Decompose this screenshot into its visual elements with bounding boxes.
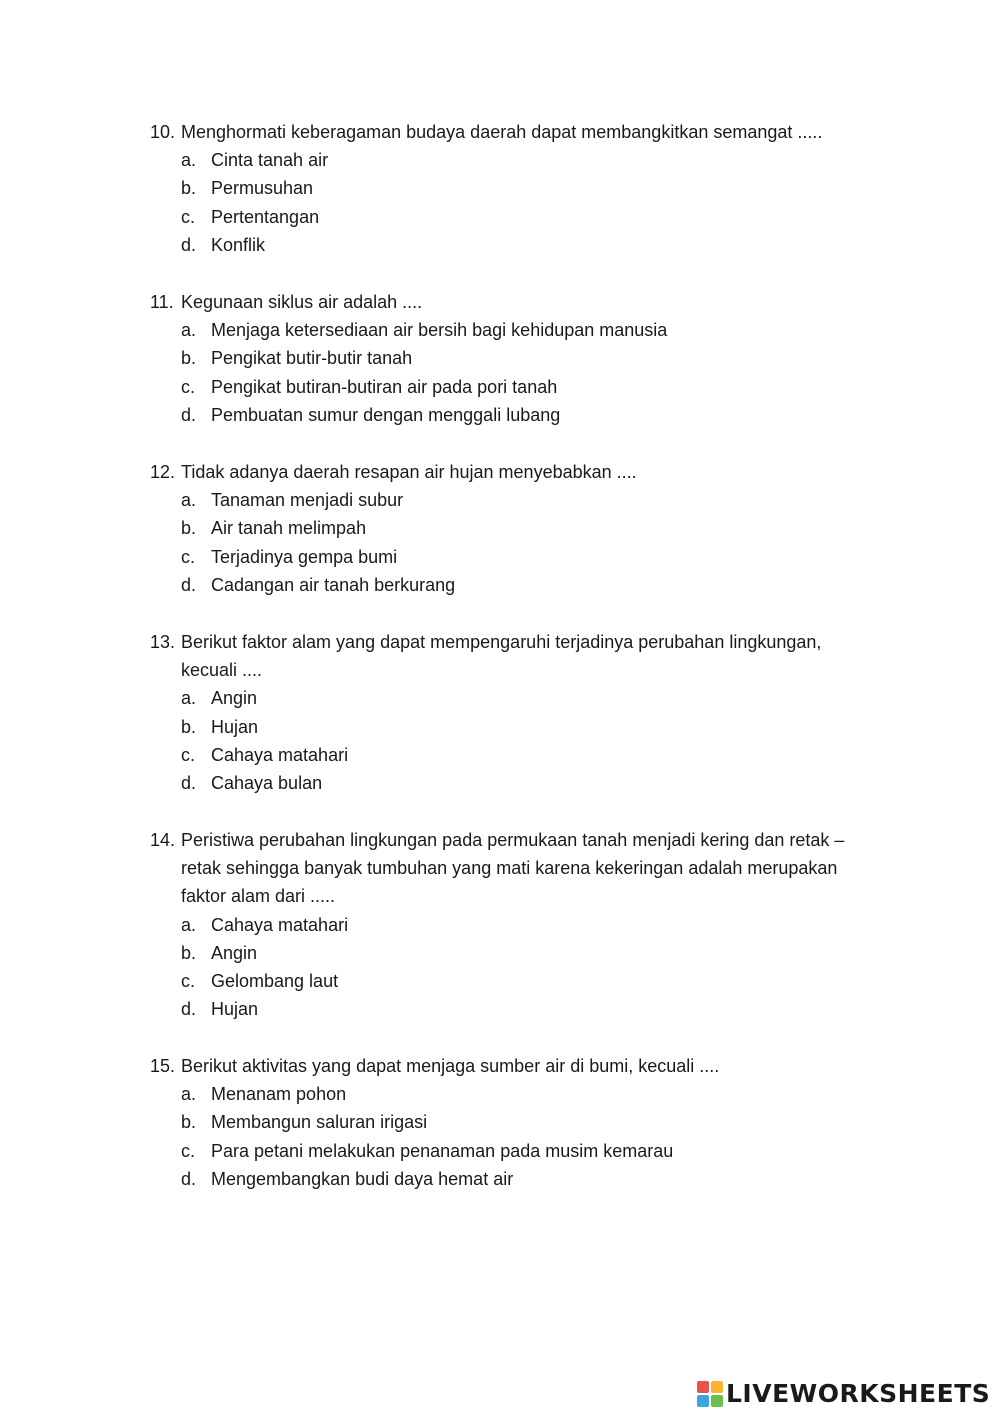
option-d[interactable] — [150, 1165, 870, 1193]
option-b[interactable] — [150, 939, 870, 967]
option-a[interactable] — [150, 146, 870, 174]
option-text: Cahaya bulan — [211, 773, 323, 794]
option-d[interactable] — [150, 401, 870, 429]
option-text: Tanaman menjadi subur — [211, 490, 404, 511]
option-d[interactable] — [150, 995, 870, 1023]
option-d[interactable] — [150, 571, 870, 599]
option-a[interactable] — [150, 1080, 870, 1108]
option-letter: d. — [181, 574, 197, 595]
option-letter: a. — [181, 490, 197, 511]
question-text: Kegunaan siklus air adalah .... — [181, 292, 423, 312]
option-letter: b. — [181, 716, 197, 737]
option-c[interactable] — [150, 373, 870, 401]
liveworksheets-logo — [697, 1380, 990, 1408]
option-a[interactable] — [150, 911, 870, 939]
option-text: Cadangan air tanah berkurang — [211, 574, 456, 595]
option-c[interactable] — [150, 543, 870, 571]
option-text: Permusuhan — [211, 178, 314, 199]
option-letter: b. — [181, 348, 197, 369]
option-text: Menanam pohon — [211, 1084, 347, 1105]
option-letter: c. — [181, 206, 196, 227]
option-letter: d. — [181, 234, 197, 255]
logo-tile — [711, 1395, 723, 1407]
option-letter: d. — [181, 999, 197, 1020]
option-d[interactable] — [150, 769, 870, 797]
question-number: 13. — [150, 632, 176, 652]
question-10 — [150, 118, 870, 259]
option-b[interactable] — [150, 174, 870, 202]
option-b[interactable] — [150, 1108, 870, 1136]
question-text: Berikut faktor alam yang dapat mempengaruhi terjadinya perubahan lingkungan, kecuali .... — [181, 632, 822, 681]
logo-tile — [697, 1381, 709, 1393]
option-letter: a. — [181, 320, 197, 341]
question-11 — [150, 288, 870, 429]
option-text: Pengikat butiran-butiran air pada pori tanah — [211, 376, 558, 397]
option-text: Pengikat butir-butir tanah — [211, 348, 413, 369]
option-letter: c. — [181, 1140, 196, 1161]
brand-name: LIVEWORKSHEETS — [726, 1379, 991, 1408]
option-letter: a. — [181, 1084, 197, 1105]
option-c[interactable] — [150, 1137, 870, 1165]
option-letter: b. — [181, 518, 197, 539]
option-letter: a. — [181, 150, 197, 171]
option-text: Menjaga ketersediaan air bersih bagi kehidupan manusia — [211, 320, 668, 341]
option-d[interactable] — [150, 231, 870, 259]
option-letter: b. — [181, 1112, 197, 1133]
option-a[interactable] — [150, 486, 870, 514]
option-c[interactable] — [150, 967, 870, 995]
option-c[interactable] — [150, 741, 870, 769]
option-text: Cahaya matahari — [211, 744, 349, 765]
liveworksheets-logo-icon — [697, 1381, 723, 1407]
option-text: Hujan — [211, 716, 259, 737]
option-text: Air tanah melimpah — [211, 518, 367, 539]
question-12 — [150, 458, 870, 599]
option-letter: d. — [181, 404, 197, 425]
option-letter: c. — [181, 546, 196, 567]
option-b[interactable] — [150, 344, 870, 372]
logo-tile — [697, 1395, 709, 1407]
option-text: Para petani melakukan penanaman pada musim kemarau — [211, 1140, 674, 1161]
option-a[interactable] — [150, 684, 870, 712]
option-letter: b. — [181, 178, 197, 199]
option-text: Mengembangkan budi daya hemat air — [211, 1168, 514, 1189]
question-text: Tidak adanya daerah resapan air hujan menyebabkan .... — [181, 462, 637, 482]
option-text: Cahaya matahari — [211, 914, 349, 935]
question-number: 11. — [150, 292, 174, 312]
question-number: 15. — [150, 1056, 176, 1076]
question-number: 10. — [150, 122, 176, 142]
question-number: 12. — [150, 462, 176, 482]
option-text: Membangun saluran irigasi — [211, 1112, 428, 1133]
option-text: Angin — [211, 942, 258, 963]
question-13 — [150, 628, 870, 797]
option-text: Terjadinya gempa bumi — [211, 546, 398, 567]
option-a[interactable] — [150, 316, 870, 344]
option-letter: d. — [181, 773, 197, 794]
question-14 — [150, 826, 870, 1023]
question-text: Berikut aktivitas yang dapat menjaga sumber air di bumi, kecuali .... — [181, 1056, 720, 1076]
option-letter: a. — [181, 914, 197, 935]
question-text: Menghormati keberagaman budaya daerah dapat membangkitkan semangat ..... — [181, 122, 823, 142]
option-text: Cinta tanah air — [211, 150, 329, 171]
option-text: Gelombang laut — [211, 971, 339, 992]
question-text: Peristiwa perubahan lingkungan pada permukaan tanah menjadi kering dan retak – retak sehingga banyak tumbuhan yang mati karena kekeringan adalah merupakan faktor alam dari ..... — [181, 830, 845, 907]
option-text: Pembuatan sumur dengan menggali lubang — [211, 404, 561, 425]
question-number: 14. — [150, 830, 176, 850]
option-letter: c. — [181, 971, 196, 992]
option-text: Konflik — [211, 234, 266, 255]
option-text: Hujan — [211, 999, 259, 1020]
option-letter: d. — [181, 1168, 197, 1189]
question-15 — [150, 1052, 870, 1193]
option-b[interactable] — [150, 713, 870, 741]
option-letter: c. — [181, 744, 196, 765]
option-c[interactable] — [150, 203, 870, 231]
option-text: Angin — [211, 688, 258, 709]
option-b[interactable] — [150, 514, 870, 542]
option-letter: c. — [181, 376, 196, 397]
option-letter: b. — [181, 942, 197, 963]
option-text: Pertentangan — [211, 206, 320, 227]
logo-tile — [711, 1381, 723, 1393]
option-letter: a. — [181, 688, 197, 709]
